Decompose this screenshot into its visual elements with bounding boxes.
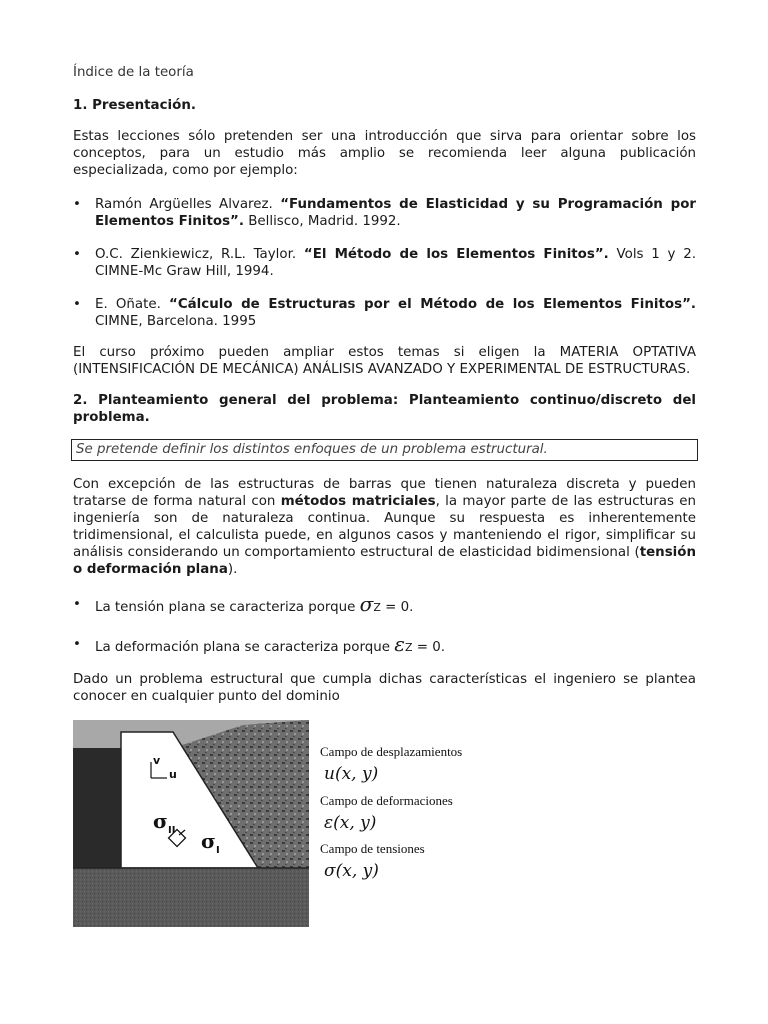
bullet-icon: •	[73, 247, 81, 262]
epsilon-symbol: ε	[394, 632, 405, 656]
field-math: ε(x, y)	[324, 813, 377, 833]
section-2-title: 2. Planteamiento general del problema: Planteamiento continuo/discreto del problema.	[73, 393, 696, 425]
sigma-ii-symbol: σ	[153, 809, 168, 833]
ground-area	[73, 868, 309, 927]
reference-item: • O.C. Zienkiewicz, R.L. Taylor. “El Método de los Elementos Finitos”. Vols 1 y 2. CIMNE-Mc Graw Hill, 1994.	[73, 247, 697, 279]
bullet-icon: •	[73, 597, 81, 612]
v-label: v	[153, 754, 161, 767]
sigma-symbol: σ	[359, 592, 374, 616]
sigma-i-subscript: I	[216, 845, 220, 856]
plane-strain-bullet: • La deformación plana se caracteriza porque εZ = 0.	[73, 632, 446, 656]
bullet-icon: •	[73, 197, 81, 212]
sigma-ii-subscript: II	[168, 825, 176, 836]
field-label: Campo de tensiones	[320, 841, 425, 856]
section-1-intro: Estas lecciones sólo pretenden ser una introducción que sirva para orientar sobre los conceptos, para un estudio más amplio se recomienda leer alguna publicación especializada, como por ejemplo:	[73, 129, 696, 178]
bullet-icon: •	[73, 637, 81, 652]
field-label: Campo de deformaciones	[320, 793, 453, 808]
reference-item: • E. Oñate. “Cálculo de Estructuras por el Método de los Elementos Finitos”. CIMNE, Barcelona. 1995	[73, 297, 696, 329]
field-label: Campo de desplazamientos	[320, 744, 463, 759]
index-title: Índice de la teoría	[73, 65, 194, 80]
left-dark-area	[73, 748, 125, 868]
u-label: u	[169, 768, 177, 781]
dam-illustration	[73, 720, 309, 927]
field-math: σ(x, y)	[324, 861, 379, 881]
dam-figure	[73, 720, 309, 927]
section-1-title: 1. Presentación.	[73, 98, 196, 113]
final-paragraph: Dado un problema estructural que cumpla dichas características el ingeniero se plantea conocer en cualquier punto del dominio	[73, 672, 696, 704]
bullet-icon: •	[73, 297, 81, 312]
section-2-paragraph: Con excepción de las estructuras de barras que tienen naturaleza discreta y pueden tratarse de forma natural con métodos matriciales, la mayor parte de las estructuras en ingeniería son de naturaleza continua. Aunque su respuesta es inherentemente tridimensional, el calculista puede, en algunos casos y manteniendo el rigor, simplificar su análisis considerando un comportamiento estructural de elasticidad bidimensional (tensión o deformación plana).	[73, 477, 696, 577]
section-2-objective-box: Se pretende definir los distintos enfoques de un problema estructural.	[71, 439, 698, 461]
sigma-i-symbol: σ	[201, 829, 216, 853]
field-math: u(x, y)	[324, 764, 379, 784]
reference-item: • Ramón Argüelles Alvarez. “Fundamentos de Elasticidad y su Programación por Elementos Finitos”. Bellisco, Madrid. 1992.	[73, 197, 696, 229]
section-1-closing: El curso próximo pueden ampliar estos temas si eligen la MATERIA OPTATIVA (INTENSIFICACIÓN DE MECÁNICA) ANÁLISIS AVANZADO Y EXPERIMENTAL DE ESTRUCTURAS.	[73, 345, 696, 377]
plane-stress-bullet: • La tensión plana se caracteriza porque σZ = 0.	[73, 592, 414, 616]
